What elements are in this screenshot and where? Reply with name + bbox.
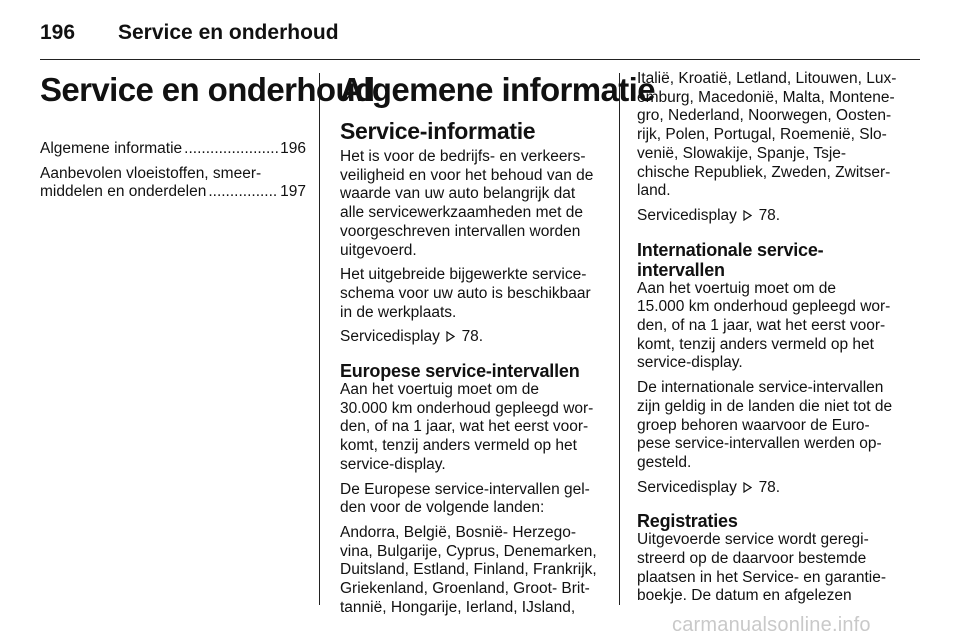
paragraph: De Europese service-intervallen gel- den voor de volgende landen:: [340, 480, 590, 517]
header-rule: [40, 59, 920, 60]
paragraph: Het is voor de bedrijfs- en verkeers- veiligheid en voor het behoud van de waarde van uw auto belangrijk dat alle servicewerkzaamheden met de voorgeschreven intervallen worden uitgevoerd.: [340, 148, 594, 259]
page-number: 196: [40, 21, 76, 44]
reference-text: Servicedisplay: [637, 478, 737, 496]
watermark-text: carmanualsonline.info: [672, 614, 871, 636]
cross-reference[interactable]: [340, 328, 604, 347]
heading-registrations: Registraties: [637, 511, 738, 532]
cross-reference[interactable]: [637, 479, 903, 498]
paragraph: Het uitgebreide bijgewerkte service- schema voor uw auto is beschikbaar in de werkplaats.: [340, 266, 591, 321]
left-column: [40, 70, 375, 208]
page-reference-arrow-icon: [743, 482, 752, 493]
reference-page: 78.: [758, 478, 781, 496]
cross-reference[interactable]: [637, 207, 903, 226]
heading-service-info: Service-informatie: [340, 118, 536, 144]
toc-entry-title-line-2: middelen en onderdelen: [40, 183, 207, 201]
toc-page-number: 196: [280, 140, 306, 157]
reference-text: Servicedisplay: [340, 328, 440, 346]
reference-page: 78.: [461, 328, 484, 346]
reference-page: 78.: [758, 206, 781, 224]
toc-entry-recommended-fluids[interactable]: [40, 165, 306, 202]
toc-page-number: 197: [280, 183, 306, 201]
toc-leader-dots: [184, 140, 278, 159]
country-list-continued: Italië, Kroatië, Letland, Litouwen, Lux- emburg, Macedonië, Malta, Montene- gro, Nederland, Noorwegen, Oosten- rijk, Polen, Portugal, Roemenië, Slo- venië, Slowakije, Spanje, Tsje- chische Republiek, Zweden, Zwitser- land.: [637, 70, 897, 200]
paragraph: De internationale service-intervallen zijn geldig in de landen die niet tot de groep behoren waarvoor de Euro- pese service-intervallen werden op- gesteld.: [637, 379, 893, 471]
page-reference-arrow-icon: [743, 210, 752, 221]
section-title: Service en onderhoud: [40, 71, 375, 108]
toc-entry-title: Algemene informatie: [40, 140, 183, 157]
column-divider-left: [319, 73, 320, 605]
column-divider-right: [619, 73, 620, 605]
right-column: [637, 70, 903, 612]
running-title: Service en onderhoud: [118, 21, 339, 44]
toc-entry-general-info[interactable]: [40, 140, 306, 159]
page-reference-arrow-icon: [446, 331, 455, 342]
toc-entry-title-line-1: Aanbevolen vloeistoffen, smeer-: [40, 164, 262, 182]
paragraph: Aan het voertuig moet om de 30.000 km onderhoud gepleegd wor- den, of na 1 jaar, wat het eerst voor- komt, tenzij anders vermeld op het service-display.: [340, 381, 594, 473]
heading-international-intervals: Internationale service- intervallen: [637, 239, 824, 280]
middle-column: [340, 70, 656, 623]
heading-european-intervals: Europese service-intervallen: [340, 361, 580, 382]
paragraph: Uitgevoerde service wordt geregi- streerd op de daarvoor bestemde plaatsen in het Service- en garantie- boekje. De datum en afgelezen: [637, 531, 887, 605]
reference-text: Servicedisplay: [637, 206, 737, 224]
page-header: [40, 16, 339, 50]
chapter-title: Algemene informatie: [340, 71, 656, 108]
country-list: Andorra, België, Bosnië- Herzego- vina, Bulgarije, Cyprus, Denemarken, Duitsland, Estland, Finland, Frankrijk, Griekenland, Groenland, Groot- Brit- tannië, Hongarije, Ierland, IJsland,: [340, 523, 597, 616]
paragraph: Aan het voertuig moet om de 15.000 km onderhoud gepleegd wor- den, of na 1 jaar, wat het eerst voor- komt, tenzij anders vermeld op het service-display.: [637, 279, 891, 372]
toc-leader-dots: [208, 183, 278, 202]
